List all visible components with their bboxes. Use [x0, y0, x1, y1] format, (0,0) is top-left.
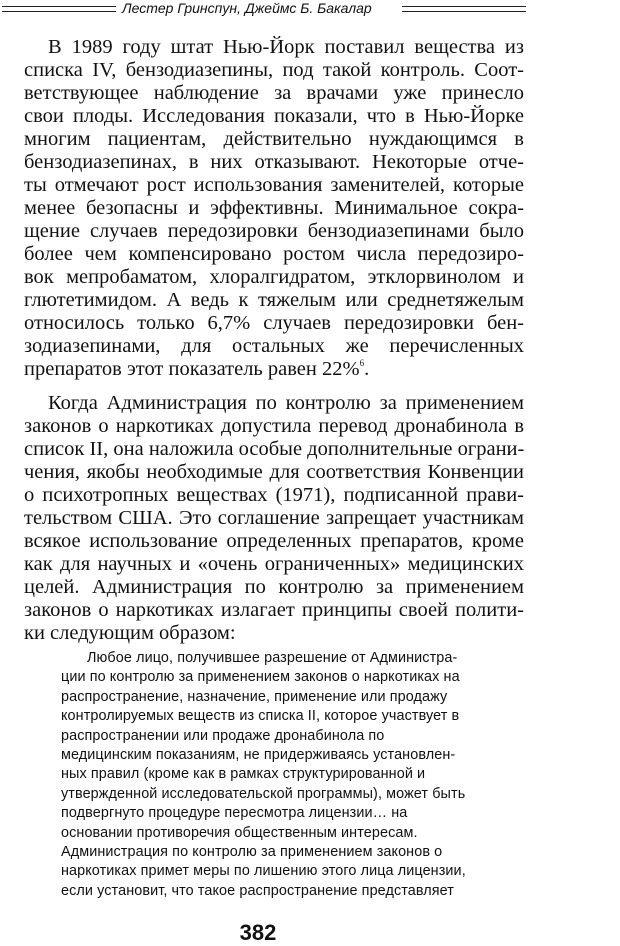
text-line: целей. Администрация по контролю за применением	[24, 576, 524, 598]
text-line: законов о наркотиках допустила перевод дронабинола в	[24, 415, 524, 437]
quote-line: ных правил (кроме как в рамках структурированной и	[61, 766, 426, 783]
text-line: относилось только 6,7% случаев передозировки бен-	[24, 312, 524, 334]
main-text	[24, 36, 524, 645]
text-line: список II, она наложила особые дополнительные ограни-	[24, 438, 525, 460]
quote-line: утвержденной исследовательской программы), может быть	[61, 785, 466, 802]
quote-line: контролируемых веществ из списка II, которое участвует в	[61, 708, 460, 725]
text-line: всякое использование определенных препаратов, кроме	[24, 530, 524, 552]
text-line: вок мепробаматом, хлоралгидратом, этклорвинолом и	[24, 266, 524, 288]
text-line: более чем компенсировано ростом числа передозиро-	[24, 243, 524, 265]
header-rule-left	[2, 6, 116, 7]
running-header	[0, 0, 620, 20]
quote-line: распространение, назначение, применение или продажу	[61, 688, 448, 705]
text-line: щение случаев передозировки бензодиазепинами было	[24, 220, 524, 242]
header-rule-right	[402, 6, 526, 7]
text-line: ветствующее наблюдение за врачами уже принесло	[24, 82, 524, 104]
text-line	[24, 358, 524, 381]
text-line: бензодиазепинах, в них отказывают. Некоторые отче-	[24, 151, 524, 173]
quote-line: ции по контролю за применением законов о наркотиках на	[61, 669, 460, 686]
text-line: В 1989 году штат Нью-Йорк поставил вещества из	[48, 36, 524, 58]
text-line: как для научных и «очень ограниченных» медицинских	[24, 553, 524, 575]
text-line: тельством США. Это соглашение запрещает участникам	[24, 507, 524, 529]
text-line-content: препаратов этот показатель равен 22%	[24, 358, 360, 380]
text-line: ты отмечают рост использования заменителей, которые	[24, 174, 524, 196]
sentence-end: .	[364, 358, 370, 380]
text-line: законов о наркотиках излагает принципы своей полити-	[24, 599, 524, 621]
quote-line: наркотиках примет меры по лишению этого лица лицензии,	[61, 863, 466, 880]
page-number: 382	[239, 920, 277, 945]
quote-line: подвергнуто процедуре пересмотра лицензии… на	[61, 805, 408, 822]
quote-line: распространении или продаже дронабинола по	[61, 727, 385, 744]
text-line: многим пациентам, действительно нуждающимся в	[24, 128, 524, 150]
text-line: менее безопасны и эффективны. Минимальное сокра-	[24, 197, 524, 219]
text-line: списка IV, бензодиазепины, под такой контроль. Соот-	[24, 59, 524, 81]
quote-line: Любое лицо, получившее разрешение от Администра-	[87, 650, 458, 666]
text-line: Когда Администрация по контролю за применением	[48, 392, 524, 414]
quote-line: Администрация по контролю за применением законов о	[61, 843, 443, 860]
text-line: глютетимидом. А ведь к тяжелым или среднетяжелым	[24, 289, 524, 311]
quote-line: основании противоречия общественным интересам.	[61, 824, 418, 841]
paragraph	[24, 392, 524, 645]
text-line: зодиазепинами, для остальных же перечисленных	[24, 335, 524, 357]
text-line: ки следующим образом:	[24, 622, 236, 644]
text-line: чения, якобы необходимые для соответствия Конвенции	[24, 461, 524, 483]
header-rule-right	[402, 11, 526, 12]
text-line: свои плоды. Исследования показали, что в Нью-Йорке	[24, 105, 524, 127]
footnote-marker[interactable]: 6	[359, 358, 365, 368]
running-title: Лестер Гринспун, Джеймс Б. Бакалар	[122, 0, 372, 16]
quote-line: медицинским показаниям, не придерживаясь установлен-	[61, 746, 456, 763]
quote-line: если установит, что такое распространение представляет	[61, 882, 455, 899]
header-rule-left	[2, 11, 116, 12]
block-quote	[61, 649, 484, 901]
text-line: о психотропных веществах (1971), подписанной прави-	[24, 484, 524, 506]
paragraph	[24, 36, 524, 381]
